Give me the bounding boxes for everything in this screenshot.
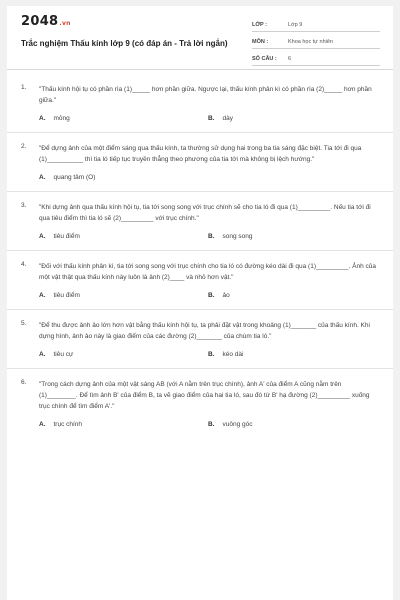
answer-letter: B.: [208, 292, 215, 299]
answer-row: [39, 351, 377, 358]
meta-label: MÔN :: [252, 39, 269, 45]
answer-letter: A.: [39, 351, 46, 358]
question-number: 1.: [21, 84, 27, 91]
divider: [7, 309, 393, 310]
answer-letter: B.: [208, 421, 215, 428]
answer-text: tiêu cự: [53, 351, 74, 358]
question-item: [21, 379, 377, 428]
divider: [7, 191, 393, 192]
answer-text: song song: [222, 233, 253, 240]
answer-option: [39, 421, 208, 428]
question-item: [21, 202, 377, 240]
answer-option: [208, 115, 377, 122]
answer-text: quang tâm (O): [53, 174, 96, 181]
answer-text: dày: [222, 115, 233, 122]
answer-option: [39, 174, 212, 181]
meta-table: [252, 16, 380, 67]
meta-row-grade: [252, 16, 380, 32]
meta-value: Khoa học tự nhiên: [288, 39, 333, 45]
question-item: [21, 261, 377, 299]
answer-row: [39, 174, 377, 181]
divider: [7, 368, 393, 369]
question-text: "Khi dựng ảnh qua thấu kính hội tụ, tia tới song song với trục chính sẽ cho tia ló đi qua (1)_________. Nếu tia tới đi qua tiêu điểm thì tia ló sẽ (2)_________ với trục chính.": [39, 204, 371, 222]
question-text: "Để thu được ảnh ảo lớn hơn vật bằng thấu kính hội tụ, ta phải đặt vật trong khoảng (1)_______ của thấu kính. Khi dựng hình, ảnh ảo này là giao điểm của các đường (2)_______ của chùm tia ló.": [39, 322, 370, 340]
meta-row-subject: [252, 33, 380, 49]
question-item: [21, 143, 377, 181]
answer-text: vuông góc: [222, 421, 253, 428]
question-number: 4.: [21, 261, 27, 268]
answer-text: ảo: [222, 292, 230, 299]
question-text: "Đối với thấu kính phân kì, tia tới song song với trục chính cho tia ló có đường kéo dài đi qua (1)_________. Ảnh của một vật thật qua thấu kính này luôn là ảnh (2)____ và nhỏ hơn vật.": [39, 263, 376, 281]
answer-option: [39, 351, 208, 358]
answer-letter: B.: [208, 233, 215, 240]
answer-letter: A.: [39, 421, 46, 428]
answer-letter: A.: [39, 115, 46, 122]
question-number: 5.: [21, 320, 27, 327]
logo-main: 2048: [21, 14, 59, 29]
answer-letter: A.: [39, 292, 46, 299]
answer-option: [208, 292, 377, 299]
answer-letter: A.: [39, 233, 46, 240]
answer-option: [208, 351, 377, 358]
meta-value: Lớp 9: [288, 22, 303, 28]
divider: [7, 132, 393, 133]
answer-option: [208, 233, 377, 240]
answer-row: [39, 233, 377, 240]
answer-row: [39, 115, 377, 122]
answer-option: [39, 115, 208, 122]
site-logo[interactable]: [21, 14, 71, 29]
answer-text: trục chính: [53, 421, 83, 428]
answer-row: [39, 421, 377, 428]
answer-letter: A.: [39, 174, 46, 181]
divider: [7, 250, 393, 251]
question-number: 2.: [21, 143, 27, 150]
answer-option: [39, 292, 208, 299]
question-text: "Thấu kính hội tụ có phần rìa (1)_____ hơn phần giữa. Ngược lại, thấu kính phân kì có phần rìa (2)_____ hơn phần giữa.": [39, 86, 372, 104]
meta-row-count: [252, 50, 380, 66]
question-text: "Trong cách dựng ảnh của một vật sáng AB (với A nằm trên trục chính), ảnh A' của điểm A cũng nằm trên (1)________. Để tìm ảnh B' của điểm B, ta vẽ giao điểm của hai tia ló, sau đó từ B' hạ đường (2)_________ xuống trục chính để tìm điểm A'.": [39, 381, 370, 410]
answer-text: mỏng: [53, 115, 70, 122]
page-title: Trắc nghiệm Thấu kính lớp 9 (có đáp án - Trả lời ngắn): [21, 39, 228, 48]
answer-option: [208, 421, 377, 428]
answer-text: tiêu điểm: [53, 292, 80, 299]
question-item: [21, 320, 377, 358]
answer-letter: B.: [208, 115, 215, 122]
question-number: 6.: [21, 379, 27, 386]
meta-value: 6: [288, 56, 292, 62]
question-number: 3.: [21, 202, 27, 209]
meta-label: LỚP :: [252, 22, 267, 28]
answer-letter: B.: [208, 351, 215, 358]
meta-label: SỐ CÂU :: [252, 56, 277, 62]
worksheet-header: [7, 6, 393, 70]
worksheet-page: [7, 6, 393, 600]
answer-text: tiêu điểm: [53, 233, 80, 240]
question-text: "Để dựng ảnh của một điểm sáng qua thấu kính, ta thường sử dụng hai trong ba tia sáng đặc biệt. Tia tới đi qua (1)__________ thì tia ló tiếp tục truyền thẳng theo phương của tia tới mà không bị lệch hướng.": [39, 145, 362, 163]
answer-text: kéo dài: [222, 351, 244, 358]
question-list: [7, 84, 393, 428]
answer-option: [39, 233, 208, 240]
answer-row: [39, 292, 377, 299]
logo-tld: .vn: [59, 20, 71, 27]
question-item: [21, 84, 377, 122]
